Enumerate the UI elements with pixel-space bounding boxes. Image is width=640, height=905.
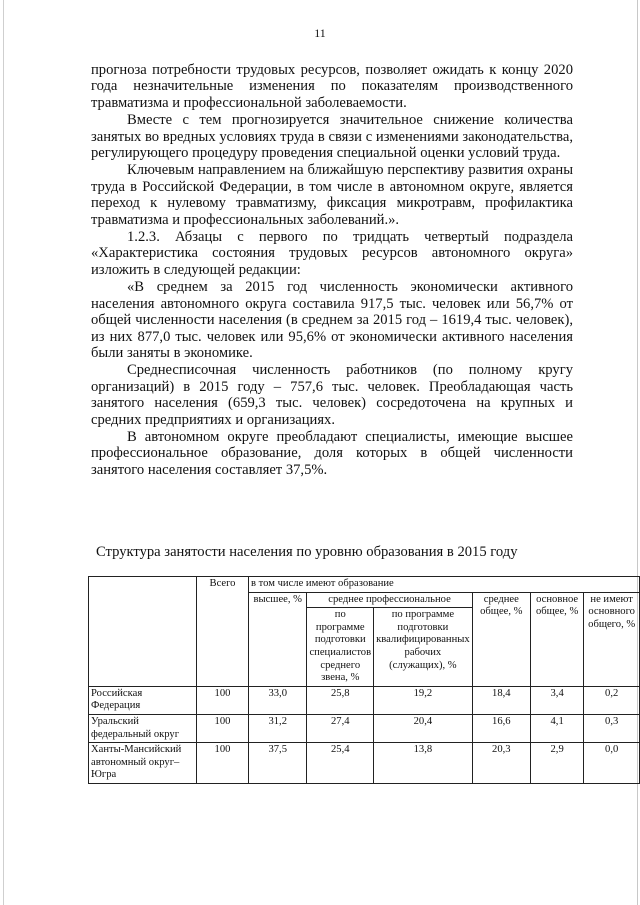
header-total: Всего <box>196 577 248 687</box>
cell-voc-specialists: 25,4 <box>307 743 374 784</box>
paragraph: прогноза потребности трудовых ресурсов, позволяет ожидать к концу 2020 года незначительные изменения по показателям производственного травматизма и профессиональной заболеваемости. <box>91 62 573 111</box>
header-voc-specialists: по программе подготовки специалистов среднего звена, % <box>307 608 374 687</box>
cell-secondary: 16,6 <box>472 714 530 742</box>
header-basic: основное общее, % <box>530 592 583 686</box>
page-number: 11 <box>314 26 326 40</box>
header-secondary: среднее общее, % <box>472 592 530 686</box>
cell-none: 0,0 <box>584 743 640 784</box>
paragraph: 1.2.3. Абзацы с первого по тридцать четвертый подраздела «Характеристика состояния трудовых ресурсов автономного округа» изложить в следующей редакции: <box>91 229 573 278</box>
paragraph: «В среднем за 2015 год численность экономически активного населения автономного округа составила 917,5 тыс. человек или 56,7% от общей численности населения (в среднем за 2015 год – 1619,4 тыс. человек), из них 877,0 тыс. человек или 95,6% от экономически активного населения были заняты в экономике. <box>91 279 573 361</box>
cell-voc-workers: 20,4 <box>374 714 473 742</box>
cell-higher: 33,0 <box>249 686 307 714</box>
header-none: не имеют основного общего, % <box>584 592 640 686</box>
cell-basic: 2,9 <box>530 743 583 784</box>
cell-voc-specialists: 25,8 <box>307 686 374 714</box>
cell-secondary: 20,3 <box>472 743 530 784</box>
cell-voc-specialists: 27,4 <box>307 714 374 742</box>
cell-secondary: 18,4 <box>472 686 530 714</box>
header-voc-workers: по программе подготовки квалифицированных рабочих (служащих), % <box>374 608 473 687</box>
cell-basic: 3,4 <box>530 686 583 714</box>
cell-none: 0,3 <box>584 714 640 742</box>
row-name: Ханты-Мансийский автономный округ–Югра <box>89 743 197 784</box>
employment-education-table <box>88 576 640 784</box>
cell-voc-workers: 19,2 <box>374 686 473 714</box>
cell-basic: 4,1 <box>530 714 583 742</box>
row-name: Российская Федерация <box>89 686 197 714</box>
cell-higher: 31,2 <box>249 714 307 742</box>
table-row <box>89 714 640 742</box>
paragraph: Вместе с тем прогнозируется значительное снижение количества занятых во вредных условиях труда в связи с изменениями законодательства, регулирующего процедуру проведения специальной оценки условий труда. <box>91 112 573 162</box>
row-name: Уральский федеральный округ <box>89 714 197 742</box>
header-higher: высшее, % <box>249 592 307 686</box>
cell-total: 100 <box>196 714 248 742</box>
header-vocational: среднее профессиональное <box>307 592 472 608</box>
cell-higher: 37,5 <box>249 743 307 784</box>
cell-voc-workers: 13,8 <box>374 743 473 784</box>
header-empty-cell <box>89 577 197 687</box>
table-header-row <box>89 577 640 593</box>
cell-total: 100 <box>196 686 248 714</box>
table-title: Структура занятости населения по уровню образования в 2015 году <box>96 544 518 560</box>
paragraph: Ключевым направлением на ближайшую перспективу развития охраны труда в Российской Федерации, в том числе в автономном округе, является переход к нулевому травматизму, фиксация микротравм, профилактика травматизма и профессиональных заболеваний.». <box>91 162 573 228</box>
body-text <box>91 62 573 479</box>
table-row <box>89 743 640 784</box>
paragraph: В автономном округе преобладают специалисты, имеющие высшее профессиональное образование, доля которых в общей численности занятого населения составляет 37,5%. <box>91 428 573 478</box>
cell-total: 100 <box>196 743 248 784</box>
cell-none: 0,2 <box>584 686 640 714</box>
paragraph: Среднесписочная численность работников (по полному кругу организаций) в 2015 году – 757,6 тыс. человек. Преобладающая часть занятого населения (659,3 тыс. человек) сосредоточена на крупных и средних предприятиях и организациях. <box>91 362 573 428</box>
header-group: в том числе имеют образование <box>249 577 640 593</box>
table-row <box>89 686 640 714</box>
scan-edge-left <box>3 0 4 905</box>
